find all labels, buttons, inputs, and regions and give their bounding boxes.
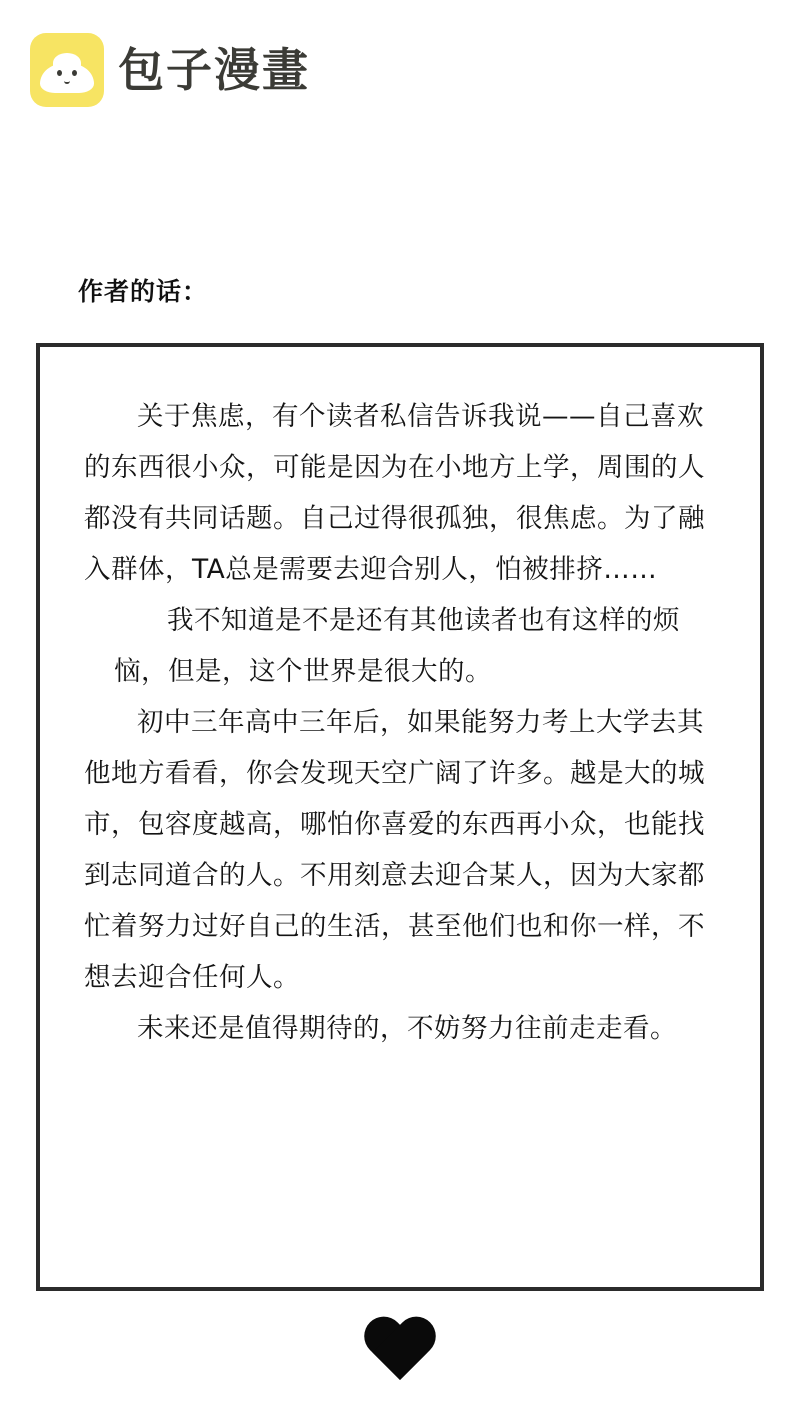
steamed-bun-icon: [30, 33, 104, 107]
footer-decoration: [0, 1318, 800, 1388]
note-paragraph: 我不知道是不是还有其他读者也有这样的烦恼，但是，这个世界是很大的。: [114, 605, 680, 687]
bun-eye-right: [72, 70, 77, 76]
bun-eye-left: [57, 70, 62, 76]
brand-name: 包子漫畫: [118, 43, 310, 97]
note-paragraph: 初中三年高中三年后，如果能努力考上大学去其他地方看看，你会发现天空广阔了许多。越是大的城市，包容度越高，哪怕你喜爱的东西再小众，也能找到志同道合的人。不用刻意去迎合某人，因为大家都忙着努力过好自己的生活，甚至他们也和你一样，不想去迎合任何人。: [84, 707, 705, 993]
bun-mouth: [64, 78, 70, 84]
author-note-heading: 作者的话：: [78, 277, 209, 306]
author-note-box: [36, 343, 764, 1291]
author-note-body: [40, 347, 760, 1054]
note-paragraph: 关于焦虑，有个读者私信告诉我说——自己喜欢的东西很小众，可能是因为在小地方上学，周围的人都没有共同话题。自己过得很孤独，很焦虑。为了融入群体，TA总是需要去迎合别人，怕被排挤……: [84, 401, 705, 585]
brand-header[interactable]: [30, 32, 310, 108]
note-paragraph: 未来还是值得期待的，不妨努力往前走走看。: [137, 1013, 677, 1044]
bun-figure: [40, 53, 94, 93]
heart-icon: [361, 1318, 439, 1388]
